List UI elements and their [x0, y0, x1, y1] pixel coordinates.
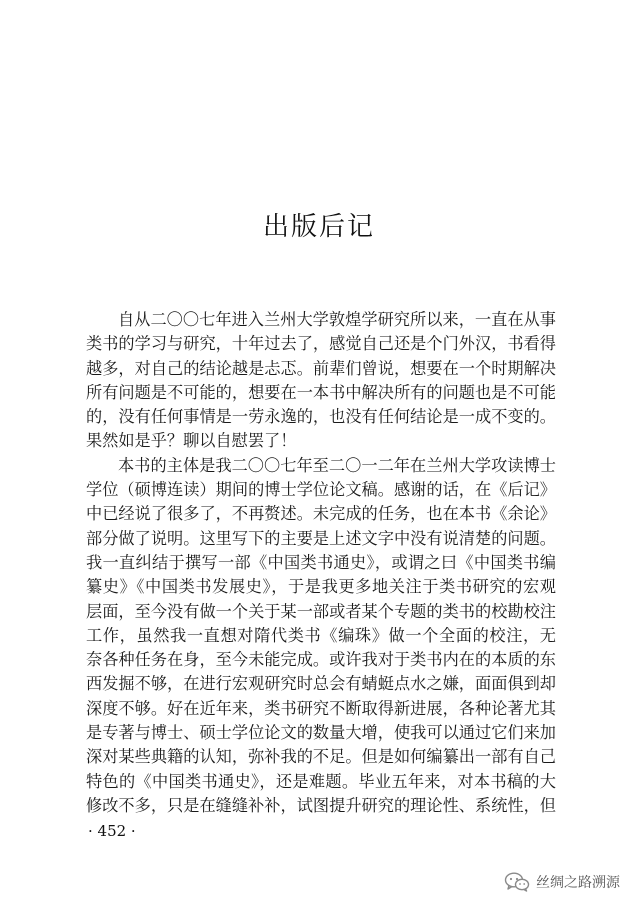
wechat-icon — [504, 872, 530, 892]
text-line: 越多，对自己的结论越是忐忑。前辈们曾说，想要在一个时期解决 — [86, 358, 556, 378]
text-line: 本书的主体是我二〇〇七年至二〇一二年在兰州大学攻读博士 — [118, 455, 556, 475]
text-line: 的，没有任何事情是一劳永逸的，也没有任何结论是一成不变的。 — [86, 407, 556, 427]
text-line: 我一直纠结于撰写一部《中国类书通史》，或谓之曰《中国类书编 — [86, 552, 556, 572]
text-line: 果然如是乎？聊以自慰罢了！ — [86, 431, 297, 451]
watermark — [504, 872, 620, 892]
text-line: 自从二〇〇七年进入兰州大学敦煌学研究所以来，一直在从事 — [118, 310, 556, 329]
text-line: 学位（硕博连读）期间的博士学位论文稿。感谢的话，在《后记》 — [86, 480, 556, 500]
text-line: 部分做了说明。这里写下的主要是上述文字中没有说清楚的问题。 — [86, 528, 556, 548]
text-line: 深对某些典籍的认知，弥补我的不足。但是如何编纂出一部有自己 — [86, 747, 556, 767]
text-line: 工作，虽然我一直想对隋代类书《编珠》做一个全面的校注，无 — [86, 625, 556, 645]
page-title: 出版后记 — [262, 212, 375, 242]
text-line: 类书的学习与研究，十年过去了，感觉自己还是个门外汉，书看得 — [86, 334, 556, 354]
body-text — [86, 308, 556, 818]
text-line: 西发掘不够，在进行宏观研究时总会有蜻蜓点水之嫌，面面俱到却 — [86, 674, 556, 694]
text-line: 奈各种任务在身，至今未能完成。或许我对于类书内在的本质的东 — [86, 650, 556, 670]
page-number: · 452 · — [88, 822, 136, 840]
text-line: 中已经说了很多了，不再赘述。未完成的任务，也在本书《余论》 — [86, 504, 556, 524]
text-line: 特色的《中国类书通史》，还是难题。毕业五年来，对本书稿的大 — [86, 771, 556, 791]
watermark-text: 丝绸之路溯源 — [536, 875, 620, 891]
text-line: 是专著与博士、硕士学位论文的数量大增，使我可以通过它们来加 — [86, 723, 556, 743]
text-line: 层面，至今没有做一个关于某一部或者某个专题的类书的校勘校注 — [86, 601, 556, 621]
text-line: 所有问题是不可能的，想要在一本书中解决所有的问题也是不可能 — [86, 382, 556, 402]
text-line: 深度不够。好在近年来，类书研究不断取得新进展，各种论著尤其 — [86, 698, 556, 718]
text-line: 修改不多，只是在缝缝补补，试图提升研究的理论性、系统性，但 — [86, 795, 556, 815]
text-line: 纂史》《中国类书发展史》，于是我更多地关注于类书研究的宏观 — [86, 577, 556, 597]
